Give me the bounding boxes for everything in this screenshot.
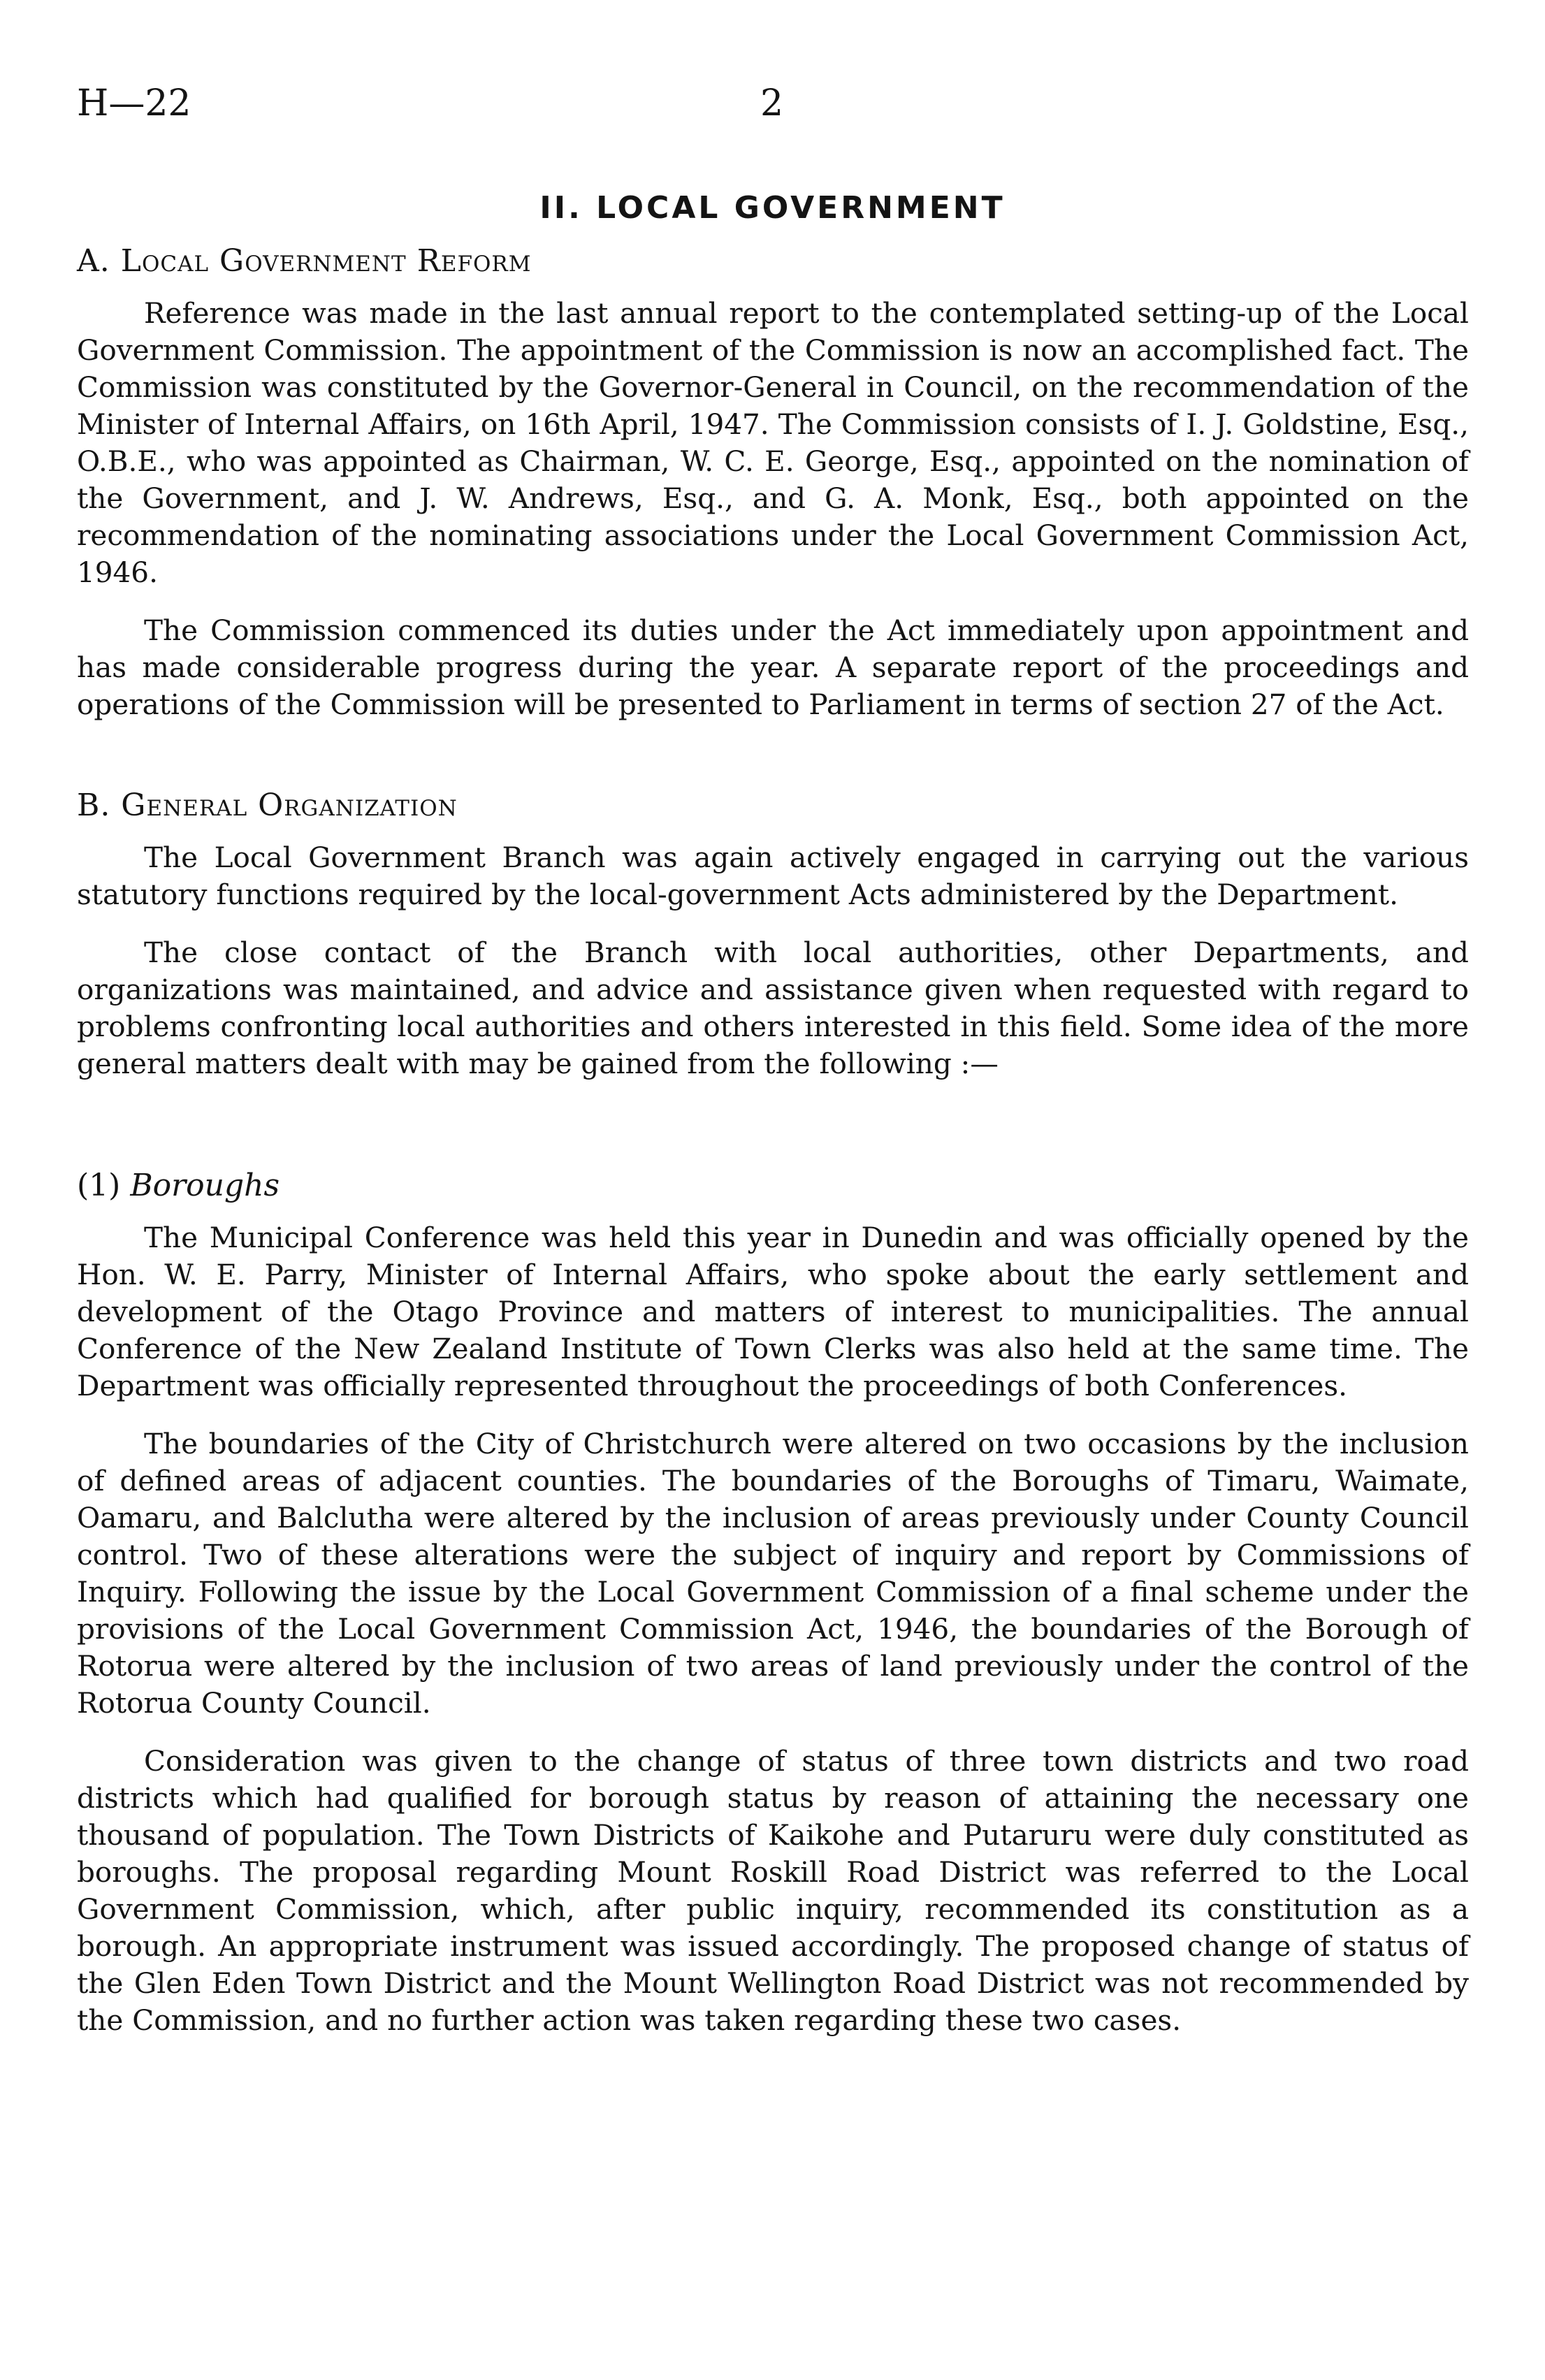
paragraph-borough-status: Consideration was given to the change of status of three town districts and two road districts which had qualified for borough status by reason of attaining the necessary one thousand of population. The Town Districts of Kaikohe and Putaruru were duly constituted as boroughs. The proposal regarding Mount Roskill Road District was referred to the Local Government Commission, which, after public inquiry, recommended its constitution as a borough. An appropriate instrument was issued accordingly. The proposed change of status of the Glen Eden Town District and the Mount Wellington Road District was not recommended by the Commission, and no further action was taken regarding these two cases. — [77, 1744, 1469, 2037]
heading-boroughs — [77, 1166, 1469, 1205]
heading-boroughs-number: (1) — [77, 1168, 121, 1203]
body-text — [77, 242, 1469, 2060]
heading-local-government-reform: A. Local Government Reform — [77, 243, 532, 279]
paragraph-municipal-conference: The Municipal Conference was held this year in Dunedin and was officially opened by the Hon. W. E. Parry, Minister of Internal Affairs, who spoke about the early settlement and development of the Otago Province and matters of interest to municipalities. The annual Conference of the New Zealand Institute of Town Clerks was also held at the same time. The Department was officially represented throughout the proceedings of both Conferences. — [77, 1221, 1469, 1402]
heading-boroughs-title: Boroughs — [130, 1168, 280, 1203]
running-header — [77, 75, 1474, 131]
heading-general-organization: B. General Organization — [77, 788, 458, 823]
paragraph-branch-functions: The Local Government Branch was again actively engaged in carrying out the various statutory functions required by the local-government Acts administered by the Department. — [77, 841, 1469, 911]
paragraph-commission-duties: The Commission commenced its duties under the Act immediately upon appointment and has made considerable progress during the year. A separate report of the proceedings and operations of the Commission will be presented to Parliament in terms of section 27 of the Act. — [77, 614, 1469, 721]
paragraph-branch-contact: The close contact of the Branch with local authorities, other Departments, and organizations was maintained, and advice and assistance given when requested with regard to problems confronting local authorities and others interested in this field. Some idea of the more general matters dealt with may be gained from the following :— — [77, 936, 1469, 1080]
document-reference: H—22 — [77, 82, 191, 124]
section-title: II. LOCAL GOVERNMENT — [539, 190, 1006, 226]
paragraph-boundary-alterations: The boundaries of the City of Christchurch were altered on two occasions by the inclusion of defined areas of adjacent counties. The boundaries of the Boroughs of Timaru, Waimate, Oamaru, and Balclutha were altered by the inclusion of areas previously under County Council control. Two of these alterations were the subject of inquiry and report by Commissions of Inquiry. Following the issue by the Local Government Commission of a final scheme under the provisions of the Local Government Commission Act, 1946, the boundaries of the Borough of Rotorua were altered by the inclusion of two areas of land previously under the control of the Rotorua County Council. — [77, 1427, 1469, 1720]
paragraph-commission-appointment: Reference was made in the last annual report to the contemplated setting-up of the Local Government Commission. The appointment of the Commission is now an accomplished fact. The Commission was constituted by the Governor-General in Council, on the recommendation of the Minister of Internal Affairs, on 16th April, 1947. The Commission consists of I. J. Goldstine, Esq., O.B.E., who was appointed as Chairman, W. C. E. George, Esq., appointed on the nomination of the Government, and J. W. Andrews, Esq., and G. A. Monk, Esq., both appointed on the recommendation of the nominating associations under the Local Government Commission Act, 1946. — [77, 296, 1469, 589]
page-number: 2 — [760, 82, 784, 124]
